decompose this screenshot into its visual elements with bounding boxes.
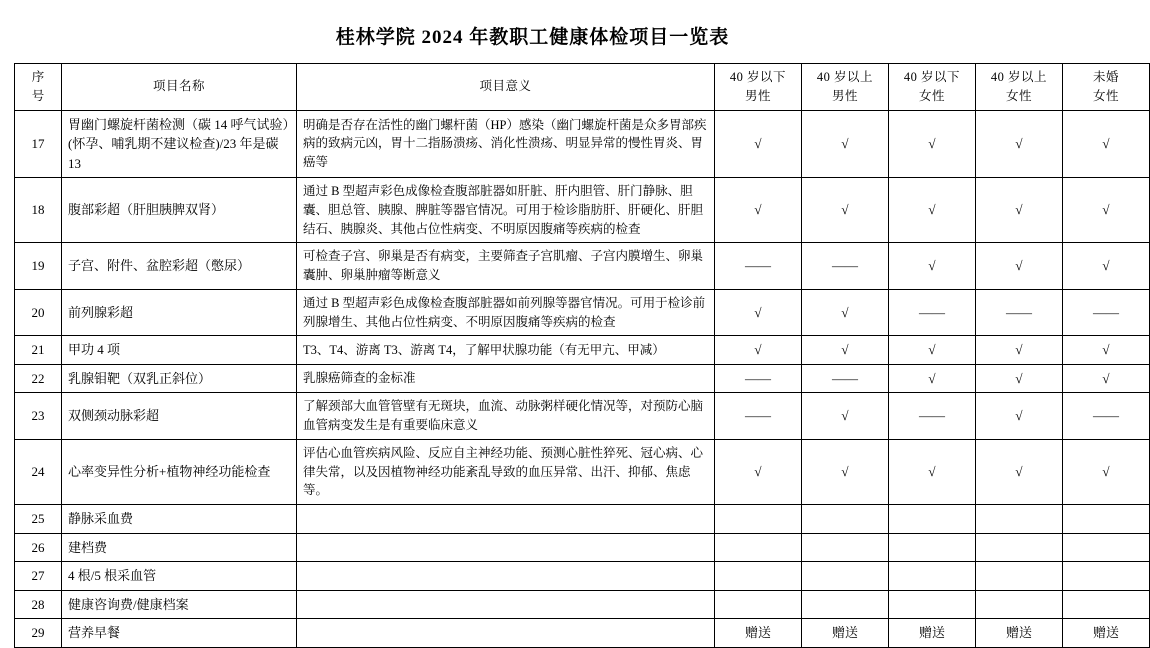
- row-item-meaning: [297, 562, 715, 591]
- table-header: [15, 64, 1150, 111]
- row-item-meaning: 评估心血管疾病风险、反应自主神经功能、预测心脏性猝死、冠心病、心律失常，以及因植物神经功能紊乱导致的血压异常、出汗、抑郁、焦虑等。: [297, 439, 715, 504]
- row-mark-male-over40: √: [802, 110, 889, 178]
- column-header-male-over40: [802, 64, 889, 111]
- table-row: [15, 289, 1150, 336]
- row-item-name: 心率变异性分析+植物神经功能检查: [62, 439, 297, 504]
- row-mark-male-under40: √: [715, 289, 802, 336]
- row-no: 18: [15, 178, 62, 243]
- row-mark-male-under40: [715, 505, 802, 534]
- row-mark-female-under40: √: [889, 243, 976, 290]
- row-mark-male-under40: √: [715, 336, 802, 365]
- column-header-female-over40-line2: 女性: [1005, 88, 1032, 103]
- column-header-no-line2: 号: [31, 88, 45, 103]
- table-body: [15, 110, 1150, 647]
- column-header-male-under40: [715, 64, 802, 111]
- table-row: [15, 393, 1150, 440]
- row-mark-unmarried-female: [1063, 562, 1150, 591]
- table-row: [15, 619, 1150, 648]
- row-no: 27: [15, 562, 62, 591]
- row-no: 22: [15, 364, 62, 393]
- table-row: [15, 439, 1150, 504]
- table-row: [15, 364, 1150, 393]
- row-item-name: 建档费: [62, 533, 297, 562]
- row-mark-unmarried-female: √: [1063, 439, 1150, 504]
- table-row: [15, 505, 1150, 534]
- row-no: 25: [15, 505, 62, 534]
- column-header-male-over40-line2: 男性: [831, 88, 858, 103]
- row-no: 26: [15, 533, 62, 562]
- row-no: 23: [15, 393, 62, 440]
- row-mark-unmarried-female: ——: [1063, 289, 1150, 336]
- row-mark-female-under40: √: [889, 336, 976, 365]
- row-no: 28: [15, 590, 62, 619]
- row-item-name: 营养早餐: [62, 619, 297, 648]
- row-mark-unmarried-female: [1063, 533, 1150, 562]
- row-item-meaning: 可检查子宫、卵巢是否有病变，主要筛查子宫肌瘤、子宫内膜增生、卵巢囊肿、卵巢肿瘤等断意义: [297, 243, 715, 290]
- row-item-meaning: 了解颈部大血管管壁有无斑块，血流、动脉粥样硬化情况等，对预防心脑血管病变发生是有重要临床意义: [297, 393, 715, 440]
- row-no: 19: [15, 243, 62, 290]
- row-mark-female-over40: [976, 533, 1063, 562]
- row-item-meaning: 明确是否存在活性的幽门螺杆菌（HP）感染（幽门螺旋杆菌是众多胃部疾病的致病元凶，胃十二指肠溃疡、消化性溃疡、明显异常的慢性胃炎、胃癌等: [297, 110, 715, 178]
- table-row: [15, 562, 1150, 591]
- row-mark-female-under40: √: [889, 439, 976, 504]
- row-item-name: 静脉采血费: [62, 505, 297, 534]
- table-row: [15, 243, 1150, 290]
- row-mark-unmarried-female: [1063, 590, 1150, 619]
- row-mark-female-over40: √: [976, 336, 1063, 365]
- column-header-unmarried-female: [1063, 64, 1150, 111]
- row-mark-female-under40: √: [889, 364, 976, 393]
- row-mark-female-over40: √: [976, 439, 1063, 504]
- row-mark-male-under40: ——: [715, 364, 802, 393]
- row-mark-female-over40: [976, 590, 1063, 619]
- column-header-male-under40-line1: 40 岁以下: [729, 70, 787, 84]
- row-mark-female-over40: ——: [976, 289, 1063, 336]
- row-item-name: 前列腺彩超: [62, 289, 297, 336]
- row-mark-male-over40: √: [802, 289, 889, 336]
- row-mark-unmarried-female: 赠送: [1063, 619, 1150, 648]
- row-mark-unmarried-female: ——: [1063, 393, 1150, 440]
- row-item-name: 双侧颈动脉彩超: [62, 393, 297, 440]
- page-title: 桂林学院 2024 年教职工健康体检项目一览表: [335, 27, 730, 48]
- row-item-name: 甲功 4 项: [62, 336, 297, 365]
- row-mark-female-under40: √: [889, 178, 976, 243]
- column-header-item-name: 项目名称: [62, 64, 297, 111]
- row-item-name: 4 根/5 根采血管: [62, 562, 297, 591]
- row-item-meaning: [297, 533, 715, 562]
- column-header-female-under40-line2: 女性: [918, 88, 945, 103]
- row-mark-male-over40: √: [802, 178, 889, 243]
- row-item-name: 子宫、附件、盆腔彩超（憋尿）: [62, 243, 297, 290]
- row-mark-male-over40: √: [802, 336, 889, 365]
- row-mark-unmarried-female: √: [1063, 110, 1150, 178]
- row-mark-unmarried-female: √: [1063, 178, 1150, 243]
- row-no: 17: [15, 110, 62, 178]
- column-header-male-under40-line2: 男性: [744, 88, 771, 103]
- column-header-unmarried-female-line1: 未婚: [1092, 70, 1119, 84]
- row-mark-male-under40: 赠送: [715, 619, 802, 648]
- column-header-female-under40-line1: 40 岁以下: [903, 70, 961, 84]
- row-mark-female-over40: [976, 505, 1063, 534]
- row-mark-female-over40: √: [976, 393, 1063, 440]
- column-header-item-meaning: 项目意义: [297, 64, 715, 111]
- row-item-meaning: [297, 590, 715, 619]
- row-mark-female-under40: [889, 562, 976, 591]
- row-item-name: 胃幽门螺旋杆菌检测（碳 14 呼气试验）(怀孕、哺乳期不建议检查)/23 年是碳 13: [62, 110, 297, 178]
- table-header-row: [15, 64, 1150, 111]
- row-mark-male-under40: √: [715, 110, 802, 178]
- row-mark-male-under40: ——: [715, 243, 802, 290]
- row-mark-male-under40: √: [715, 439, 802, 504]
- row-mark-unmarried-female: √: [1063, 336, 1150, 365]
- row-item-meaning: [297, 505, 715, 534]
- row-mark-female-under40: [889, 505, 976, 534]
- column-header-female-over40: [976, 64, 1063, 111]
- column-header-female-over40-line1: 40 岁以上: [990, 70, 1048, 84]
- column-header-no: [15, 64, 62, 111]
- row-mark-male-under40: [715, 562, 802, 591]
- row-mark-female-over40: 赠送: [976, 619, 1063, 648]
- row-item-name: 健康咨询费/健康档案: [62, 590, 297, 619]
- row-mark-unmarried-female: [1063, 505, 1150, 534]
- row-mark-male-over40: [802, 562, 889, 591]
- row-item-meaning: [297, 619, 715, 648]
- table-row: [15, 590, 1150, 619]
- row-mark-female-under40: [889, 533, 976, 562]
- table-row: [15, 178, 1150, 243]
- row-mark-male-over40: [802, 533, 889, 562]
- row-mark-female-under40: [889, 590, 976, 619]
- row-mark-male-under40: ——: [715, 393, 802, 440]
- row-item-meaning: 通过 B 型超声彩色成像检查腹部脏器如肝脏、肝内胆管、肝门静脉、胆囊、胆总管、胰腺、脾脏等器官情况。可用于检诊脂肪肝、肝硬化、肝胆结石、胰腺炎、其他占位性病变、不明原因腹痛等疾病的检查: [297, 178, 715, 243]
- row-no: 24: [15, 439, 62, 504]
- row-mark-male-over40: 赠送: [802, 619, 889, 648]
- row-item-meaning: T3、T4、游离 T3、游离 T4，了解甲状腺功能（有无甲亢、甲减）: [297, 336, 715, 365]
- row-mark-male-over40: [802, 505, 889, 534]
- row-mark-female-over40: √: [976, 364, 1063, 393]
- row-item-meaning: 乳腺癌筛查的金标准: [297, 364, 715, 393]
- row-no: 29: [15, 619, 62, 648]
- row-mark-male-under40: [715, 533, 802, 562]
- row-mark-female-over40: [976, 562, 1063, 591]
- row-mark-male-under40: [715, 590, 802, 619]
- table-row: [15, 110, 1150, 178]
- row-mark-male-over40: [802, 590, 889, 619]
- table-row: [15, 336, 1150, 365]
- row-mark-female-over40: √: [976, 110, 1063, 178]
- row-no: 20: [15, 289, 62, 336]
- column-header-female-under40: [889, 64, 976, 111]
- row-mark-unmarried-female: √: [1063, 364, 1150, 393]
- row-mark-male-under40: √: [715, 178, 802, 243]
- column-header-unmarried-female-line2: 女性: [1092, 88, 1119, 103]
- row-mark-female-under40: 赠送: [889, 619, 976, 648]
- row-mark-male-over40: ——: [802, 243, 889, 290]
- row-mark-female-under40: ——: [889, 393, 976, 440]
- row-mark-male-over40: ——: [802, 364, 889, 393]
- column-header-no-line1: 序: [31, 70, 45, 84]
- health-checkup-table: [14, 63, 1150, 648]
- row-mark-female-under40: ——: [889, 289, 976, 336]
- table-row: [15, 533, 1150, 562]
- row-mark-female-under40: √: [889, 110, 976, 178]
- row-mark-unmarried-female: √: [1063, 243, 1150, 290]
- row-mark-female-over40: √: [976, 178, 1063, 243]
- row-mark-female-over40: √: [976, 243, 1063, 290]
- row-mark-male-over40: √: [802, 439, 889, 504]
- row-item-meaning: 通过 B 型超声彩色成像检查腹部脏器如前列腺等器官情况。可用于检诊前列腺增生、其他占位性病变、不明原因腹痛等疾病的检查: [297, 289, 715, 336]
- row-item-name: 腹部彩超（肝胆胰脾双肾）: [62, 178, 297, 243]
- row-item-name: 乳腺钼靶（双乳正斜位）: [62, 364, 297, 393]
- row-no: 21: [15, 336, 62, 365]
- column-header-male-over40-line1: 40 岁以上: [816, 70, 874, 84]
- row-mark-male-over40: √: [802, 393, 889, 440]
